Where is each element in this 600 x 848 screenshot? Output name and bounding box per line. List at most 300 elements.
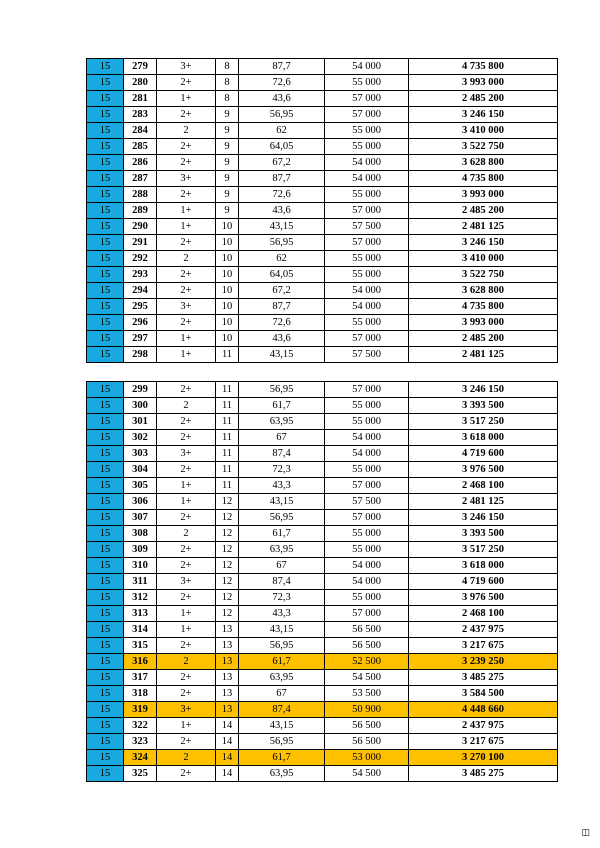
table-row [87, 526, 558, 542]
area-cell: 56,95 [239, 638, 325, 654]
apartments-table-1-body [87, 59, 558, 363]
level-cell: 9 [216, 155, 239, 171]
level-cell: 14 [216, 766, 239, 782]
rooms-cell: 3+ [157, 59, 216, 75]
level-cell: 14 [216, 734, 239, 750]
floor-cell: 15 [87, 446, 124, 462]
price-per-m2-cell: 55 000 [325, 542, 409, 558]
area-cell: 63,95 [239, 542, 325, 558]
apt-number-cell: 296 [124, 315, 157, 331]
floor-cell: 15 [87, 766, 124, 782]
area-cell: 43,6 [239, 203, 325, 219]
apt-number-cell: 290 [124, 219, 157, 235]
total-price-cell: 4 735 800 [409, 171, 558, 187]
rooms-cell: 2+ [157, 414, 216, 430]
area-cell: 56,95 [239, 382, 325, 398]
table-row [87, 123, 558, 139]
apt-number-cell: 298 [124, 347, 157, 363]
rooms-cell: 1+ [157, 494, 216, 510]
level-cell: 13 [216, 670, 239, 686]
floor-cell: 15 [87, 750, 124, 766]
floor-cell: 15 [87, 299, 124, 315]
price-per-m2-cell: 55 000 [325, 398, 409, 414]
total-price-cell: 3 522 750 [409, 139, 558, 155]
total-price-cell: 2 437 975 [409, 718, 558, 734]
price-per-m2-cell: 55 000 [325, 187, 409, 203]
price-per-m2-cell: 57 500 [325, 347, 409, 363]
area-cell: 72,3 [239, 590, 325, 606]
table-row [87, 750, 558, 766]
total-price-cell: 2 485 200 [409, 331, 558, 347]
total-price-cell: 2 481 125 [409, 219, 558, 235]
floor-cell: 15 [87, 347, 124, 363]
floor-cell: 15 [87, 526, 124, 542]
rooms-cell: 1+ [157, 478, 216, 494]
area-cell: 87,7 [239, 59, 325, 75]
table-row [87, 331, 558, 347]
apt-number-cell: 303 [124, 446, 157, 462]
table-row [87, 478, 558, 494]
price-per-m2-cell: 54 000 [325, 299, 409, 315]
level-cell: 11 [216, 382, 239, 398]
floor-cell: 15 [87, 139, 124, 155]
price-per-m2-cell: 54 500 [325, 670, 409, 686]
floor-cell: 15 [87, 734, 124, 750]
rooms-cell: 2+ [157, 430, 216, 446]
area-cell: 72,6 [239, 187, 325, 203]
table-row [87, 622, 558, 638]
apt-number-cell: 309 [124, 542, 157, 558]
rooms-cell: 1+ [157, 219, 216, 235]
apt-number-cell: 302 [124, 430, 157, 446]
area-cell: 67,2 [239, 155, 325, 171]
level-cell: 9 [216, 139, 239, 155]
apt-number-cell: 292 [124, 251, 157, 267]
area-cell: 61,7 [239, 654, 325, 670]
apartments-table-1 [86, 58, 558, 363]
area-cell: 56,95 [239, 107, 325, 123]
apt-number-cell: 310 [124, 558, 157, 574]
floor-cell: 15 [87, 686, 124, 702]
apt-number-cell: 300 [124, 398, 157, 414]
floor-cell: 15 [87, 75, 124, 91]
apt-number-cell: 293 [124, 267, 157, 283]
price-per-m2-cell: 55 000 [325, 75, 409, 91]
price-per-m2-cell: 55 000 [325, 462, 409, 478]
total-price-cell: 3 976 500 [409, 462, 558, 478]
rooms-cell: 1+ [157, 718, 216, 734]
price-per-m2-cell: 57 000 [325, 478, 409, 494]
price-per-m2-cell: 57 000 [325, 91, 409, 107]
rooms-cell: 2+ [157, 558, 216, 574]
apt-number-cell: 286 [124, 155, 157, 171]
table-row [87, 91, 558, 107]
total-price-cell: 4 735 800 [409, 59, 558, 75]
apt-number-cell: 306 [124, 494, 157, 510]
rooms-cell: 3+ [157, 299, 216, 315]
area-cell: 63,95 [239, 670, 325, 686]
apt-number-cell: 322 [124, 718, 157, 734]
area-cell: 87,4 [239, 702, 325, 718]
floor-cell: 15 [87, 414, 124, 430]
rooms-cell: 3+ [157, 446, 216, 462]
floor-cell: 15 [87, 219, 124, 235]
price-per-m2-cell: 56 500 [325, 734, 409, 750]
price-per-m2-cell: 57 000 [325, 510, 409, 526]
apt-number-cell: 318 [124, 686, 157, 702]
rooms-cell: 2+ [157, 187, 216, 203]
page-corner-icon: ◫ [581, 828, 590, 838]
apt-number-cell: 325 [124, 766, 157, 782]
level-cell: 9 [216, 171, 239, 187]
floor-cell: 15 [87, 398, 124, 414]
rooms-cell: 2+ [157, 542, 216, 558]
total-price-cell: 3 217 675 [409, 734, 558, 750]
apt-number-cell: 304 [124, 462, 157, 478]
total-price-cell: 3 270 100 [409, 750, 558, 766]
apt-number-cell: 301 [124, 414, 157, 430]
table-row [87, 430, 558, 446]
rooms-cell: 2+ [157, 155, 216, 171]
price-per-m2-cell: 57 500 [325, 494, 409, 510]
total-price-cell: 4 735 800 [409, 299, 558, 315]
rooms-cell: 2 [157, 750, 216, 766]
rooms-cell: 2+ [157, 382, 216, 398]
level-cell: 11 [216, 398, 239, 414]
apt-number-cell: 323 [124, 734, 157, 750]
table-row [87, 235, 558, 251]
floor-cell: 15 [87, 510, 124, 526]
apt-number-cell: 294 [124, 283, 157, 299]
total-price-cell: 4 719 600 [409, 446, 558, 462]
table-row [87, 219, 558, 235]
floor-cell: 15 [87, 638, 124, 654]
total-price-cell: 3 246 150 [409, 235, 558, 251]
area-cell: 62 [239, 123, 325, 139]
total-price-cell: 3 628 800 [409, 155, 558, 171]
rooms-cell: 2 [157, 123, 216, 139]
rooms-cell: 2+ [157, 670, 216, 686]
total-price-cell: 2 468 100 [409, 606, 558, 622]
floor-cell: 15 [87, 606, 124, 622]
table-row [87, 251, 558, 267]
apartments-table-2 [86, 381, 558, 782]
level-cell: 14 [216, 750, 239, 766]
area-cell: 43,15 [239, 718, 325, 734]
level-cell: 8 [216, 91, 239, 107]
floor-cell: 15 [87, 382, 124, 398]
price-per-m2-cell: 54 000 [325, 171, 409, 187]
floor-cell: 15 [87, 267, 124, 283]
floor-cell: 15 [87, 574, 124, 590]
table-row [87, 414, 558, 430]
floor-cell: 15 [87, 187, 124, 203]
floor-cell: 15 [87, 59, 124, 75]
area-cell: 43,3 [239, 478, 325, 494]
total-price-cell: 2 485 200 [409, 203, 558, 219]
floor-cell: 15 [87, 331, 124, 347]
price-per-m2-cell: 54 000 [325, 446, 409, 462]
floor-cell: 15 [87, 590, 124, 606]
price-per-m2-cell: 57 000 [325, 382, 409, 398]
area-cell: 43,15 [239, 347, 325, 363]
table-row [87, 75, 558, 91]
area-cell: 61,7 [239, 526, 325, 542]
table-row [87, 494, 558, 510]
level-cell: 12 [216, 606, 239, 622]
rooms-cell: 1+ [157, 331, 216, 347]
apt-number-cell: 312 [124, 590, 157, 606]
rooms-cell: 2 [157, 654, 216, 670]
apt-number-cell: 288 [124, 187, 157, 203]
total-price-cell: 3 410 000 [409, 123, 558, 139]
floor-cell: 15 [87, 542, 124, 558]
apt-number-cell: 281 [124, 91, 157, 107]
price-per-m2-cell: 57 500 [325, 219, 409, 235]
apt-number-cell: 287 [124, 171, 157, 187]
apt-number-cell: 315 [124, 638, 157, 654]
level-cell: 11 [216, 478, 239, 494]
area-cell: 56,95 [239, 235, 325, 251]
rooms-cell: 1+ [157, 606, 216, 622]
rooms-cell: 2+ [157, 766, 216, 782]
level-cell: 13 [216, 654, 239, 670]
level-cell: 11 [216, 430, 239, 446]
rooms-cell: 2+ [157, 734, 216, 750]
level-cell: 10 [216, 267, 239, 283]
table-row [87, 574, 558, 590]
floor-cell: 15 [87, 155, 124, 171]
price-per-m2-cell: 55 000 [325, 139, 409, 155]
total-price-cell: 3 517 250 [409, 414, 558, 430]
price-per-m2-cell: 53 500 [325, 686, 409, 702]
floor-cell: 15 [87, 558, 124, 574]
area-cell: 56,95 [239, 510, 325, 526]
table-row [87, 542, 558, 558]
rooms-cell: 1+ [157, 91, 216, 107]
floor-cell: 15 [87, 235, 124, 251]
price-per-m2-cell: 57 000 [325, 235, 409, 251]
table-row [87, 670, 558, 686]
total-price-cell: 2 481 125 [409, 347, 558, 363]
total-price-cell: 4 719 600 [409, 574, 558, 590]
apartments-table-2-body [87, 382, 558, 782]
area-cell: 67 [239, 686, 325, 702]
rooms-cell: 2+ [157, 107, 216, 123]
area-cell: 72,3 [239, 462, 325, 478]
apt-number-cell: 279 [124, 59, 157, 75]
rooms-cell: 2+ [157, 590, 216, 606]
total-price-cell: 3 485 275 [409, 670, 558, 686]
table-row [87, 734, 558, 750]
area-cell: 64,05 [239, 267, 325, 283]
level-cell: 11 [216, 446, 239, 462]
rooms-cell: 2 [157, 398, 216, 414]
rooms-cell: 2+ [157, 315, 216, 331]
rooms-cell: 1+ [157, 203, 216, 219]
rooms-cell: 2+ [157, 638, 216, 654]
apt-number-cell: 305 [124, 478, 157, 494]
price-per-m2-cell: 54 000 [325, 558, 409, 574]
floor-cell: 15 [87, 702, 124, 718]
total-price-cell: 3 217 675 [409, 638, 558, 654]
price-per-m2-cell: 55 000 [325, 590, 409, 606]
rooms-cell: 1+ [157, 347, 216, 363]
price-per-m2-cell: 55 000 [325, 315, 409, 331]
floor-cell: 15 [87, 171, 124, 187]
floor-cell: 15 [87, 654, 124, 670]
table-row [87, 398, 558, 414]
price-per-m2-cell: 55 000 [325, 251, 409, 267]
table-row [87, 347, 558, 363]
apt-number-cell: 299 [124, 382, 157, 398]
apt-number-cell: 295 [124, 299, 157, 315]
rooms-cell: 2+ [157, 283, 216, 299]
table-row [87, 155, 558, 171]
level-cell: 12 [216, 526, 239, 542]
total-price-cell: 3 993 000 [409, 75, 558, 91]
total-price-cell: 3 618 000 [409, 558, 558, 574]
rooms-cell: 2+ [157, 267, 216, 283]
area-cell: 72,6 [239, 315, 325, 331]
price-per-m2-cell: 54 000 [325, 574, 409, 590]
floor-cell: 15 [87, 430, 124, 446]
apt-number-cell: 280 [124, 75, 157, 91]
floor-cell: 15 [87, 622, 124, 638]
price-per-m2-cell: 55 000 [325, 526, 409, 542]
area-cell: 62 [239, 251, 325, 267]
apt-number-cell: 316 [124, 654, 157, 670]
level-cell: 12 [216, 510, 239, 526]
level-cell: 12 [216, 494, 239, 510]
total-price-cell: 2 437 975 [409, 622, 558, 638]
floor-cell: 15 [87, 107, 124, 123]
total-price-cell: 3 522 750 [409, 267, 558, 283]
area-cell: 87,7 [239, 171, 325, 187]
area-cell: 87,7 [239, 299, 325, 315]
table-row [87, 203, 558, 219]
price-per-m2-cell: 56 500 [325, 622, 409, 638]
rooms-cell: 2+ [157, 686, 216, 702]
total-price-cell: 3 246 150 [409, 382, 558, 398]
price-per-m2-cell: 56 500 [325, 638, 409, 654]
total-price-cell: 3 239 250 [409, 654, 558, 670]
level-cell: 9 [216, 187, 239, 203]
table-row [87, 315, 558, 331]
table-row [87, 446, 558, 462]
rooms-cell: 2 [157, 251, 216, 267]
total-price-cell: 3 993 000 [409, 187, 558, 203]
price-per-m2-cell: 57 000 [325, 107, 409, 123]
apt-number-cell: 324 [124, 750, 157, 766]
area-cell: 43,15 [239, 219, 325, 235]
total-price-cell: 3 393 500 [409, 526, 558, 542]
table-row [87, 718, 558, 734]
price-per-m2-cell: 54 000 [325, 155, 409, 171]
area-cell: 67 [239, 430, 325, 446]
total-price-cell: 3 976 500 [409, 590, 558, 606]
total-price-cell: 2 481 125 [409, 494, 558, 510]
price-per-m2-cell: 55 000 [325, 123, 409, 139]
table-row [87, 686, 558, 702]
area-cell: 56,95 [239, 734, 325, 750]
area-cell: 87,4 [239, 574, 325, 590]
price-per-m2-cell: 54 000 [325, 430, 409, 446]
rooms-cell: 2 [157, 526, 216, 542]
table-row [87, 107, 558, 123]
table-row [87, 766, 558, 782]
area-cell: 63,95 [239, 414, 325, 430]
total-price-cell: 3 584 500 [409, 686, 558, 702]
floor-cell: 15 [87, 123, 124, 139]
total-price-cell: 2 468 100 [409, 478, 558, 494]
rooms-cell: 3+ [157, 574, 216, 590]
area-cell: 43,6 [239, 91, 325, 107]
floor-cell: 15 [87, 462, 124, 478]
level-cell: 12 [216, 542, 239, 558]
level-cell: 13 [216, 622, 239, 638]
total-price-cell: 3 993 000 [409, 315, 558, 331]
level-cell: 9 [216, 203, 239, 219]
level-cell: 10 [216, 331, 239, 347]
table-row [87, 59, 558, 75]
area-cell: 43,6 [239, 331, 325, 347]
table-row [87, 606, 558, 622]
floor-cell: 15 [87, 203, 124, 219]
level-cell: 9 [216, 123, 239, 139]
area-cell: 72,6 [239, 75, 325, 91]
area-cell: 64,05 [239, 139, 325, 155]
rooms-cell: 2+ [157, 510, 216, 526]
level-cell: 10 [216, 251, 239, 267]
total-price-cell: 3 410 000 [409, 251, 558, 267]
level-cell: 13 [216, 686, 239, 702]
total-price-cell: 3 485 275 [409, 766, 558, 782]
table-row [87, 590, 558, 606]
total-price-cell: 3 628 800 [409, 283, 558, 299]
table-row [87, 702, 558, 718]
area-cell: 63,95 [239, 766, 325, 782]
apt-number-cell: 314 [124, 622, 157, 638]
apt-number-cell: 319 [124, 702, 157, 718]
rooms-cell: 2+ [157, 139, 216, 155]
price-per-m2-cell: 52 500 [325, 654, 409, 670]
total-price-cell: 3 246 150 [409, 510, 558, 526]
table-row [87, 462, 558, 478]
total-price-cell: 4 448 660 [409, 702, 558, 718]
price-per-m2-cell: 57 000 [325, 331, 409, 347]
area-cell: 67,2 [239, 283, 325, 299]
floor-cell: 15 [87, 494, 124, 510]
apt-number-cell: 308 [124, 526, 157, 542]
total-price-cell: 3 246 150 [409, 107, 558, 123]
rooms-cell: 3+ [157, 702, 216, 718]
level-cell: 10 [216, 219, 239, 235]
price-per-m2-cell: 57 000 [325, 203, 409, 219]
rooms-cell: 2+ [157, 75, 216, 91]
area-cell: 43,15 [239, 494, 325, 510]
apt-number-cell: 307 [124, 510, 157, 526]
apt-number-cell: 289 [124, 203, 157, 219]
level-cell: 8 [216, 59, 239, 75]
level-cell: 13 [216, 638, 239, 654]
table-row [87, 139, 558, 155]
table-row [87, 638, 558, 654]
floor-cell: 15 [87, 478, 124, 494]
table-row [87, 654, 558, 670]
floor-cell: 15 [87, 283, 124, 299]
price-per-m2-cell: 54 000 [325, 59, 409, 75]
